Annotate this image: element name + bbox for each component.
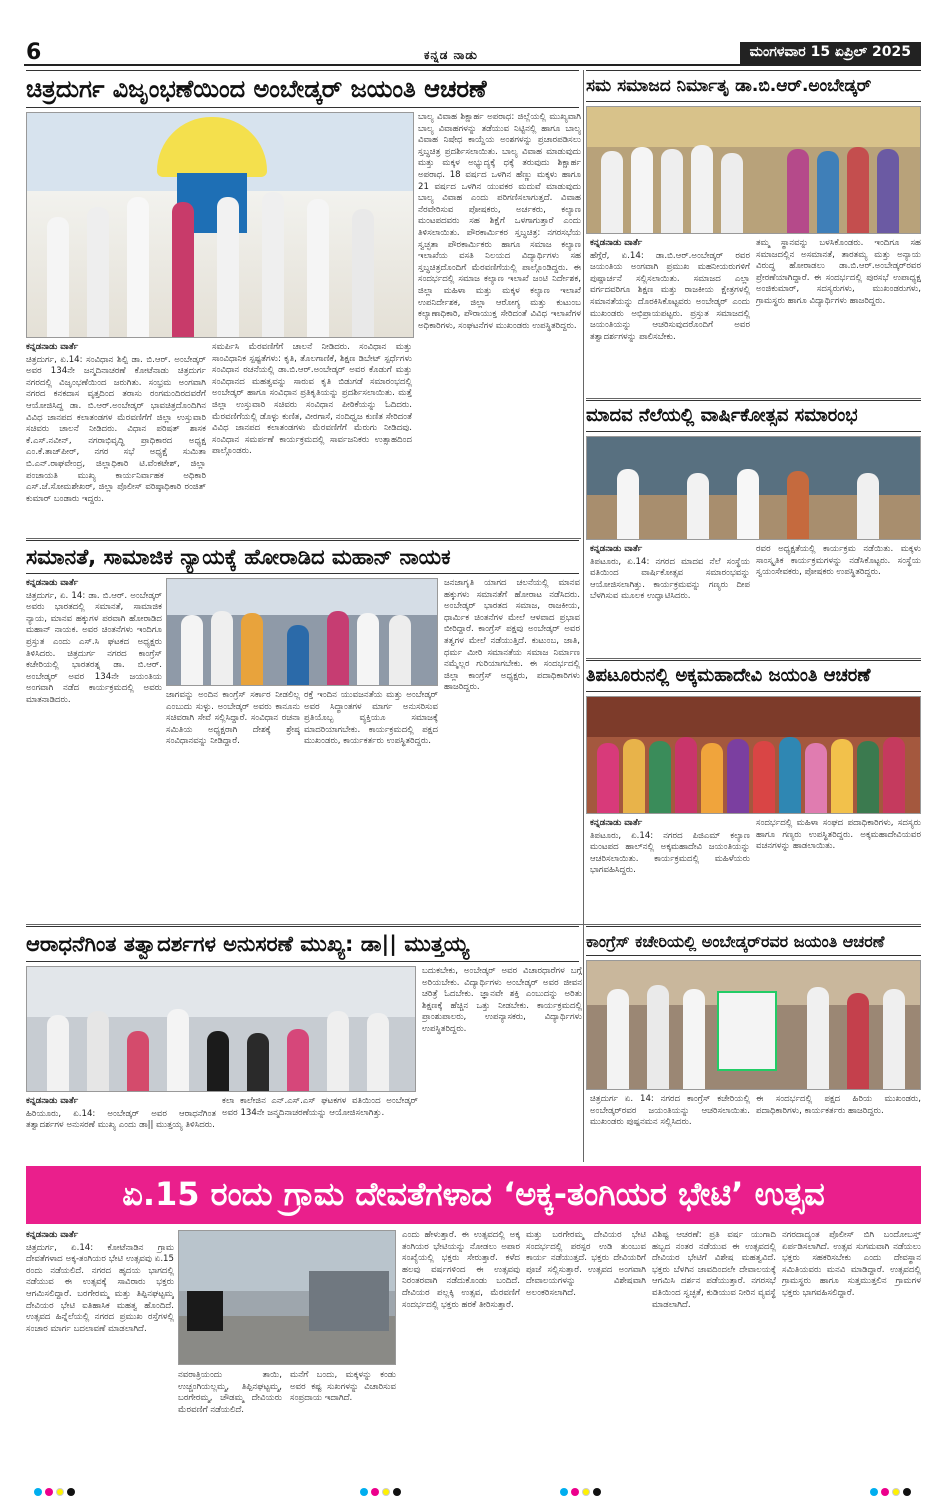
article-text: ಹೆಗ್ಗೆರೆ, ಏ.14: ಡಾ.ಬಿ.ಆರ್.ಅಂಬೇಡ್ಕರ್ ರವರ ಜಯಂತಿಯ ಅಂಗವಾಗಿ ಪ್ರಮುಖ ಮಹನೀಯರುಗಳಿಗೆ ಪುಷ್ಪಾರ್ಚನೆ ಸಲ್ಲಿಸಲಾಯಿತು. ಸಮಾಜದ ಎಲ್ಲಾ ವರ್ಗದವರಿಗೂ ಶಿಕ್ಷಣ ಮತ್ತು ರಾಜಕೀಯ ಕ್ಷೇತ್ರಗಳಲ್ಲಿ ಸಮಾನತೆಯನ್ನು ದೊರಕಿಸಿಕೊಟ್ಟವರು ಅಂಬೇಡ್ಕರ್ ಎಂದು ಮುಖಂಡರು ಅಭಿಪ್ರಾಯಪಟ್ಟರು. ಪ್ರಸ್ತುತ ಸಮಾಜದಲ್ಲಿ ಜಯಂತಿಯನ್ನು ಆಚರಿಸುವುದರೊಂದಿಗೆ ಅವರ ತತ್ವಾದರ್ಶಗಳನ್ನು ಪಾಲಿಸಬೇಕು. xyxy=(590,250,750,342)
article-text: ಮನೆಗೆ ಬಂದು, ಮಕ್ಕಳನ್ನು ಕಂಡು ಅವರ ಕಷ್ಟ ಸುಖಗಳನ್ನು ವಿಚಾರಿಸುವ ಸಂಪ್ರದಾಯ ಇದಾಗಿದೆ. xyxy=(290,1370,396,1404)
byline: ಕನ್ನಡನಾಡು ವಾರ್ತೆ xyxy=(26,578,79,588)
section-rule xyxy=(586,398,921,399)
article-7-col-2 xyxy=(756,1094,921,1160)
registration-marks xyxy=(34,1488,75,1496)
headline-main: ಚಿತ್ರದುರ್ಗ ವಿಜೃಂಭಣೆಯಿಂದ ಅಂಬೇಡ್ಕರ್ ಜಯಂತಿ ಆಚರಣೆ xyxy=(26,70,579,108)
section-rule xyxy=(26,924,921,925)
masthead xyxy=(24,42,921,66)
article-text: ಜನಜಾಗೃತಿ ಯಾಗದ ಚಲನೆಯಲ್ಲಿ ಮಾನವ ಹಕ್ಕುಗಳು ಸಮಾನತೆಗೆ ಹೋರಾಟ ನಡೆಸಿದರು. ಅಂಬೇಡ್ಕರ್ ಭಾರತದ ಸಮಾಜ, ರಾಜಕೀಯ, ಧಾರ್ಮಿಕ ಚಿಂತನೆಗಳ ಮೇಲೆ ಆಳವಾದ ಪ್ರಭಾವ ಬೀರಿದ್ದಾರೆ. ಕಾಂಗ್ರೆಸ್ ಪಕ್ಷವು ಅಂಬೇಡ್ಕರ್ ಅವರ ತತ್ವಗಳ ಮೇಲೆ ನಡೆಯುತ್ತಿದೆ. ಕುಟುಂಬ, ಜಾತಿ, ಧರ್ಮ ಮೀರಿ ಸಮಾನತೆಯ ಸಮಾಜ ನಿರ್ಮಾಣ ನಮ್ಮೆಲ್ಲರ ಗುರಿಯಾಗಬೇಕು. ಈ ಸಂದರ್ಭದಲ್ಲಿ ಜಿಲ್ಲಾ ಕಾಂಗ್ರೆಸ್ ಅಧ್ಯಕ್ಷರು, ಪದಾಧಿಕಾರಿಗಳು ಹಾಜರಿದ್ದರು. xyxy=(444,578,580,693)
banner-headline: ಏ.15 ರಂದು ಗ್ರಾಮ ದೇವತೆಗಳಾದ ‘ಅಕ್ಕ-ತಂಗಿಯರ ಭೇಟಿ’ ಉತ್ಸವ xyxy=(26,1166,921,1224)
article-8-col-4 xyxy=(402,1230,520,1480)
photo-ambedkar-procession xyxy=(26,112,414,338)
article-text: ಕಲಾ ಕಾಲೇಜಿನ ಎನ್.ಎಸ್.ಎಸ್ ಘಟಕಗಳ ವತಿಯಿಂದ ಅಂಬೇಡ್ಕರ್ ಅವರ 134ನೇ ಜನ್ಮದಿನಾಚರಣೆಯನ್ನು ಆಯೋಜಿಸಲಾಗಿತ್ತು. xyxy=(222,1096,418,1118)
article-text: ತಿಪಟೂರು, ಏ.14: ನಗರದ ಪಿಜಿಎಮ್ ಕಲ್ಯಾಣ ಮಂಟಪದ ಹಾಲ್‌ನಲ್ಲಿ ಅಕ್ಕಮಹಾದೇವಿ ಜಯಂತಿಯನ್ನು ಆಚರಿಸಲಾಯಿತು. ಕಾರ್ಯಕ್ರಮದಲ್ಲಿ ಮಹಿಳೆಯರು ಭಾಗವಹಿಸಿದ್ದರು. xyxy=(590,830,750,876)
section-rule xyxy=(26,538,581,539)
article-text: ಬಾಲ್ಯ ವಿವಾಹ ಶಿಕ್ಷಾರ್ಹ ಅಪರಾಧ: ಜಿಲ್ಲೆಯಲ್ಲಿ ಮುಖ್ಯವಾಗಿ ಬಾಲ್ಯ ವಿವಾಹಗಳನ್ನು ತಡೆಯುವ ನಿಟ್ಟಿನಲ್ಲಿ ಹಾಗೂ ಬಾಲ್ಯ ವಿವಾಹ ನಿಷೇಧ ಕಾಯ್ದೆಯ ಅಂಶಗಳನ್ನು ಪ್ರಚಾರಪಡಿಸಲು ಸ್ತಬ್ಧಚಿತ್ರ ಪ್ರದರ್ಶಿಸಲಾಯಿತು. ಬಾಲ್ಯ ವಿವಾಹ ಮಾಡುವುದು ಮತ್ತು ಮಕ್ಕಳ ಅಭ್ಯುದ್ಯಕ್ಕೆ ಧಕ್ಕೆ ತರುವುದು ಶಿಕ್ಷಾರ್ಹ ಅಪರಾಧ. 18 ವರ್ಷದ ಒಳಗಿನ ಹೆಣ್ಣು ಮಕ್ಕಳು ಹಾಗೂ 21 ವರ್ಷದ ಒಳಗಿನ ಯುವಕರ ಮದುವೆ ಮಾಡುವುದು ಬಾಲ್ಯ ವಿವಾಹ ಎಂದು ಪರಿಗಣಿಸಲಾಗುತ್ತದೆ. ವಿವಾಹ ನೆರವೇರಿಸುವ ಪೋಷಕರು, ಅರ್ಚಕರು, ಕಲ್ಯಾಣ ಮಂಟಪದವರು ಸಹ ಶಿಕ್ಷೆಗೆ ಒಳಗಾಗುತ್ತಾರೆ ಎಂದು ತಿಳಿಸಲಾಯಿತು. ಪೌರಕಾರ್ಮಿಕರ ಸ್ತಬ್ಧಚಿತ್ರ: ನಗರಸಭೆಯ ಸ್ವಚ್ಛತಾ ಪೌರಕಾರ್ಮಿಕರು ಹಾಗೂ ಸಮಾಜ ಕಲ್ಯಾಣ ಇಲಾಖೆಯ ವಸತಿ ನಿಲಯದ ವಿದ್ಯಾರ್ಥಿಗಳು ಸಹ ಸ್ತಬ್ಧಚಿತ್ರದೊಂದಿಗೆ ಮೆರವಣಿಗೆಯಲ್ಲಿ ಪಾಲ್ಗೊಂಡಿದ್ದರು. ಈ ಸಂದರ್ಭದಲ್ಲಿ ಸಮಾಜ ಕಲ್ಯಾಣ ಇಲಾಖೆ ಜಂಟಿ ನಿರ್ದೇಶಕ, ಜಿಲ್ಲಾ ಮಹಿಳಾ ಮತ್ತು ಮಕ್ಕಳ ಕಲ್ಯಾಣ ಇಲಾಖೆ ಉಪನಿರ್ದೇಶಕ, ಜಿಲ್ಲಾ ಆರೋಗ್ಯ ಮತ್ತು ಕುಟುಂಬ ಕಲ್ಯಾಣಾಧಿಕಾರಿ, ಪೌರಾಯುಕ್ತ ಸೇರಿದಂತೆ ವಿವಿಧ ಇಲಾಖೆಗಳ ಅಧಿಕಾರಿಗಳು, ಸಂಘಟನೆಗಳ ಮುಖಂಡರು ಉಪಸ್ಥಿತರಿದ್ದರು. xyxy=(418,112,581,331)
article-6-col-3 xyxy=(422,966,582,1160)
registration-marks xyxy=(360,1488,401,1496)
paper-name: ಕನ್ನಡ ನಾಡು xyxy=(424,48,478,62)
photo-akkamahadevi-jayanti xyxy=(586,696,921,814)
article-text: ಬದುಕಬೇಕು, ಅಂಬೇಡ್ಕರ್ ಅವರ ವಿಚಾರಧಾರೆಗಳ ಬಗ್ಗೆ ಅರಿಯಬೇಕು. ವಿದ್ಯಾರ್ಥಿಗಳು ಅಂಬೇಡ್ಕರ್ ಅವರ ಜೀವನ ಚರಿತ್ರೆ ಓದಬೇಕು. ಜ್ಞಾನವೇ ಶಕ್ತಿ ಎಂಬುದನ್ನು ಅರಿತು ಶಿಕ್ಷಣಕ್ಕೆ ಹೆಚ್ಚಿನ ಒತ್ತು ನೀಡಬೇಕು. ಕಾರ್ಯಕ್ರಮದಲ್ಲಿ ಪ್ರಾಂಶುಪಾಲರು, ಉಪನ್ಯಾಸಕರು, ವಿದ್ಯಾರ್ಥಿಗಳು ಉಪಸ್ಥಿತರಿದ್ದರು. xyxy=(422,966,582,1034)
headline-left-3: ಆರಾಧನೆಗಿಂತ ತತ್ವಾದರ್ಶಗಳ ಅನುಸರಣೆ ಮುಖ್ಯ: ಡಾ|| ಮುತ್ತಯ್ಯ xyxy=(26,926,579,962)
article-text: ನವರಾತ್ರಿಯಂದು ತಾಯಿ, ಉಚ್ಚಂಗಿಯಲ್ಲಮ್ಮ, ತಿಪ್ಪಿನಘಟ್ಟಮ್ಮ, ಬರಗೇರಮ್ಮ, ಚೌಡಮ್ಮ ದೇವಿಯರು ಮೆರವಣಿಗೆ ನಡೆಯಲಿದೆ. xyxy=(178,1370,282,1415)
article-text: ನಗರದಾದ್ಯಂತ ಪೊಲೀಸ್ ಬಿಗಿ ಬಂದೋಬಸ್ತ್ ಏರ್ಪಡಿಸಲಾಗಿದೆ. ಉತ್ಸವ ಸುಗಮವಾಗಿ ನಡೆಯಲು ಭಕ್ತರು ಸಹಕರಿಸಬೇಕು ಎಂದು ದೇವಸ್ಥಾನ ಸಮಿತಿಯವರು ಮನವಿ ಮಾಡಿದ್ದಾರೆ. ಉತ್ಸವದಲ್ಲಿ ಗ್ರಾಮಸ್ಥರು ಹಾಗೂ ಸುತ್ತಮುತ್ತಲಿನ ಗ್ರಾಮಗಳ ಭಕ್ತರು ಭಾಗವಹಿಸಲಿದ್ದಾರೆ. xyxy=(782,1230,921,1298)
article-6-col-2 xyxy=(222,1096,418,1160)
byline: ಕನ್ನಡನಾಡು ವಾರ್ತೆ xyxy=(26,342,79,352)
article-text: ಈ ಸಂದರ್ಭದಲ್ಲಿ ಪಕ್ಷದ ಹಿರಿಯ ಮುಖಂಡರು, ಪದಾಧಿಕಾರಿಗಳು, ಕಾರ್ಯಕರ್ತರು ಹಾಜರಿದ್ದರು. xyxy=(756,1094,921,1116)
article-2-col-1 xyxy=(590,238,750,396)
article-1-col-3 xyxy=(418,112,581,536)
article-text: ಸಂದರ್ಭದಲ್ಲಿ ಮಹಿಳಾ ಸಂಘದ ಪದಾಧಿಕಾರಿಗಳು, ಸದಸ್ಯರು ಹಾಗೂ ಗಣ್ಯರು ಉಪಸ್ಥಿತರಿದ್ದರು. ಅಕ್ಕಮಹಾದೇವಿಯವರ ವಚನಗಳನ್ನು ಹಾಡಲಾಯಿತು. xyxy=(756,818,921,852)
article-4-col-2 xyxy=(166,690,300,922)
page-number: 6 xyxy=(26,40,42,65)
article-5-col-1 xyxy=(590,818,750,922)
section-rule xyxy=(586,658,921,659)
article-2-col-2 xyxy=(756,238,921,396)
article-3-col-1 xyxy=(590,544,750,656)
article-text: ತಿಪಟೂರು, ಏ.14: ನಗರದ ಮಾದವ ನೆಲೆ ಸಂಸ್ಥೆಯ ವತಿಯಿಂದ ವಾರ್ಷಿಕೋತ್ಸವ ಸಮಾರಂಭವನ್ನು ಆಯೋಜಿಸಲಾಗಿತ್ತು. ಕಾರ್ಯಕ್ರಮವನ್ನು ಗಣ್ಯರು ದೀಪ ಬೆಳಗಿಸುವ ಮೂಲಕ ಉದ್ಘಾಟಿಸಿದರು. xyxy=(590,556,750,602)
dateline: ಮಂಗಳವಾರ 15 ಏಪ್ರಿಲ್ 2025 xyxy=(740,42,921,64)
article-1-col-1 xyxy=(26,342,206,536)
article-text: ಸಮರ್ಪಿಸಿ ಮೆರವಣಿಗೆಗೆ ಚಾಲನೆ ನೀಡಿದರು. ಸಂವಿಧಾನ ಮತ್ತು ಸಾಂವಿಧಾನಿಕ ಸ್ಪಷ್ಟತೆಗಳು: ಕೃತಿ, ತೊಲಗಾಣಿಕೆ, ಶಿಕ್ಷಣ ಡಿಬೇಟ್ ಸ್ಪರ್ಧೆಗಳು ಸಂವಿಧಾನ ರಚನೆಯಲ್ಲಿ ಡಾ.ಬಿ.ಆರ್.ಅಂಬೇಡ್ಕರ್ ಅವರ ಕೊಡುಗೆ ಮತ್ತು ಸಂವಿಧಾನದ ಮಹತ್ವವನ್ನು ಸಾರುವ ಕೃತಿ ಬಿಡುಗಡೆ ಸಮಾರಂಭದಲ್ಲಿ ಅಂಬೇಡ್ಕರ್ ಹಾಗೂ ಸಂವಿಧಾನ ಪ್ರತಿಕೃತಿಯನ್ನು ಪ್ರದರ್ಶಿಸಲಾಯಿತು. ಮತ್ತೆ ಜಿಲ್ಲಾ ಉಸ್ತುವಾರಿ ಸಚಿವರು ಸಂವಿಧಾನ ಪೀಠಿಕೆಯನ್ನು ಓದಿದರು. ಮೆರವಣಿಗೆಯಲ್ಲಿ ಡೊಳ್ಳು ಕುಣಿತ, ವೀರಗಾಸೆ, ನಂದಿಧ್ವಜ ಕುಣಿತ ಸೇರಿದಂತೆ ವಿವಿಧ ಜಾನಪದ ಕಲಾತಂಡಗಳು ಮೆರವಣಿಗೆಗೆ ಮೆರುಗು ನೀಡಿದವು. ಸಂವಿಧಾನ ಸಮರ್ಪಣೆ ಕಾರ್ಯಕ್ರಮದಲ್ಲಿ ಸಾರ್ವಜನಿಕರು ಉತ್ಸಾಹದಿಂದ ಪಾಲ್ಗೊಂಡರು. xyxy=(212,342,412,457)
article-text: ಮತ್ತು ಬರಗೇರಮ್ಮ ದೇವಿಯರ ಭೇಟಿ ಸಂದರ್ಭದಲ್ಲಿ ಪರಸ್ಪರ ಉಡಿ ತುಂಬುವ ಕಾರ್ಯ ನಡೆಯುತ್ತದೆ. ಭಕ್ತರು ದೇವಿಯರಿಗೆ ಪೂಜೆ ಸಲ್ಲಿಸುತ್ತಾರೆ. ಉತ್ಸವದ ಅಂಗವಾಗಿ ದೇವಾಲಯಗಳನ್ನು ವಿಶೇಷವಾಗಿ ಅಲಂಕರಿಸಲಾಗಿದೆ. xyxy=(526,1230,646,1298)
photo-group-ambedkar-jayanti xyxy=(586,106,921,234)
photo-college-ambedkar-event xyxy=(26,966,416,1092)
article-7-col-1 xyxy=(590,1094,750,1160)
article-8-col-6 xyxy=(652,1230,776,1480)
article-text: ಚಿತ್ರದುರ್ಗ, ಏ. 14: ಡಾ. ಬಿ.ಆರ್. ಅಂಬೇಡ್ಕರ್ ಅವರು ಭಾರತದಲ್ಲಿ ಸಮಾನತೆ, ಸಾಮಾಜಿಕ ನ್ಯಾಯ, ಮಾನವ ಹಕ್ಕುಗಳ ಪರವಾಗಿ ಹೋರಾಡಿದ ಮಹಾನ್ ನಾಯಕ. ಅವರ ಚಿಂತನೆಗಳು ಇಂದಿಗೂ ಪ್ರಸ್ತುತ ಎಂದು ಎಸ್.ಸಿ ಘಟಕದ ಅಧ್ಯಕ್ಷರು ತಿಳಿಸಿದರು. ಚಿತ್ರದುರ್ಗ ನಗರದ ಕಾಂಗ್ರೆಸ್ ಕಚೇರಿಯಲ್ಲಿ ಭಾರತರತ್ನ ಡಾ. ಬಿ.ಆರ್. ಅಂಬೇಡ್ಕರ್ ಅವರ 134ನೇ ಜಯಂತಿಯ ಅಂಗವಾಗಿ ನಡೆದ ಕಾರ್ಯಕ್ರಮದಲ್ಲಿ ಅವರು ಮಾತನಾಡಿದರು. xyxy=(26,590,162,705)
article-text: ಚಿತ್ರದುರ್ಗ ಏ. 14: ನಗರದ ಕಾಂಗ್ರೆಸ್ ಕಚೇರಿಯಲ್ಲಿ ಅಂಬೇಡ್ಕರ್‌ರವರ ಜಯಂತಿಯನ್ನು ಆಚರಿಸಲಾಯಿತು. ಮುಖಂಡರು ಪುಷ್ಪನಮನ ಸಲ್ಲಿಸಿದರು. xyxy=(590,1094,750,1128)
article-5-col-2 xyxy=(756,818,921,922)
article-4-col-3 xyxy=(304,690,438,922)
byline: ಕನ್ನಡನಾಡು ವಾರ್ತೆ xyxy=(590,544,643,554)
article-8-col-5 xyxy=(526,1230,646,1480)
photo-anniversary-stage xyxy=(586,436,921,540)
photo-congress-garlanding xyxy=(586,960,921,1090)
article-text: ತಮ್ಮ ಸ್ಥಾನವನ್ನು ಬಳಸಿಕೊಂಡರು. ಇಂದಿಗೂ ಸಹ ಸಮಾಜದಲ್ಲಿನ ಅಸಮಾನತೆ, ತಾರತಮ್ಯ ಮತ್ತು ಅನ್ಯಾಯ ವಿರುದ್ಧ ಹೋರಾಡಲು ಡಾ.ಬಿ.ಆರ್.ಅಂಬೇಡ್ಕರ್‌ರವರ ಪ್ರೇರಣೆಯಾಗಿದ್ದಾರೆ. ಈ ಸಂದರ್ಭದಲ್ಲಿ ಪುರಸಭೆ ಉಪಾಧ್ಯಕ್ಷ ಅಂಜಿಕುಮಾರ್, ಸದಸ್ಯರುಗಳು, ಮುಖಂಡರುಗಳು, ಗ್ರಾಮಸ್ಥರು ಹಾಗೂ ವಿದ್ಯಾರ್ಥಿಗಳು ಹಾಜರಿದ್ದರು. xyxy=(756,238,921,306)
photo-market-street xyxy=(178,1230,396,1365)
article-text: ಎಂದು ಹೇಳುತ್ತಾರೆ. ಈ ಉತ್ಸವದಲ್ಲಿ ಅಕ್ಕ ತಂಗಿಯರ ಭೇಟಿಯನ್ನು ನೋಡಲು ಅಪಾರ ಸಂಖ್ಯೆಯಲ್ಲಿ ಭಕ್ತರು ಸೇರುತ್ತಾರೆ. ಕಳೆದ ಹಲವು ವರ್ಷಗಳಿಂದ ಈ ಉತ್ಸವವು ನಿರಂತರವಾಗಿ ನಡೆದುಕೊಂಡು ಬಂದಿದೆ. ದೇವಿಯರ ಪಲ್ಲಕ್ಕಿ ಉತ್ಸವ, ಮೆರವಣಿಗೆ ಸಂದರ್ಭದಲ್ಲಿ ಭಕ್ತರು ಹರಕೆ ತೀರಿಸುತ್ತಾರೆ. xyxy=(402,1230,520,1310)
photo-congress-office-ambedkar xyxy=(166,578,438,686)
headline-right-1: ಸಮ ಸಮಾಜದ ನಿರ್ಮಾತೃ ಡಾ.ಬಿ.ಆರ್.ಅಂಬೇಡ್ಕರ್ xyxy=(586,70,921,102)
byline: ಕನ್ನಡನಾಡು ವಾರ್ತೆ xyxy=(26,1230,79,1240)
article-8-col-7 xyxy=(782,1230,921,1480)
byline: ಕನ್ನಡನಾಡು ವಾರ್ತೆ xyxy=(590,818,643,828)
article-text: ಚಿತ್ರದುರ್ಗ, ಏ.14: ಸಂವಿಧಾನ ಶಿಲ್ಪಿ ಡಾ. ಬಿ.ಆರ್. ಅಂಬೇಡ್ಕರ್ ಅವರ 134ನೇ ಜನ್ಮದಿನಾಚರಣೆ ಕೋಟೆನಾಡು ಚಿತ್ರದುರ್ಗ ನಗರದಲ್ಲಿ ವಿಜೃಂಭಣೆಯಿಂದ ಜರುಗಿತು. ಸಂಭ್ರಮ ಅಂಗವಾಗಿ ನಗರದ ಕನಕದಾಸ ವೃತ್ತದಿಂದ ತರಾಸು ರಂಗಮಂದಿರದವರೆಗೆ ಆಯೋಜಿಸಿದ್ದ ಡಾ. ಬಿ.ಆರ್.ಅಂಬೇಡ್ಕರ್ ಭಾವಚಿತ್ರದೊಂದಿಗಿನ ವಿವಿಧ ಜಾನಪದ ಕಲಾತಂಡಗಳ ಮೆರವಣಿಗೆಗೆ ಜಿಲ್ಲಾ ಉಸ್ತುವಾರಿ ಸಚಿವರು ಚಾಲನೆ ನೀಡಿದರು. ವಿಧಾನ ಪರಿಷತ್ ಶಾಸಕ ಕೆ.ಎಸ್.ನವೀನ್, ನಗರಾಭಿವೃದ್ಧಿ ಪ್ರಾಧಿಕಾರದ ಅಧ್ಯಕ್ಷ ಎಂ.ಕೆ.ತಾಜ್‌ಪೀರ್, ನಗರ ಸಭೆ ಅಧ್ಯಕ್ಷೆ ಸುಮಿತಾ ಬಿ.ಎನ್.ರಾಘವೇಂದ್ರ, ಜಿಲ್ಲಾಧಿಕಾರಿ ಟಿ.ವೆಂಕಟೇಶ್, ಜಿಲ್ಲಾ ಪಂಚಾಯತಿ ಮುಖ್ಯ ಕಾರ್ಯನಿರ್ವಾಹಕ ಅಧಿಕಾರಿ ಎಸ್.ಜೆ.ಸೋಮಶೇಖರ್, ಜಿಲ್ಲಾ ಪೊಲೀಸ್ ವರಿಷ್ಠಾಧಿಕಾರಿ ರಂಜಿತ್ ಕುಮಾರ್ ಬಂಡಾರು ಇದ್ದರು. xyxy=(26,354,206,504)
registration-marks xyxy=(870,1488,911,1496)
article-6-col-1 xyxy=(26,1096,216,1160)
column-rule xyxy=(583,70,584,1162)
byline: ಕನ್ನಡನಾಡು ವಾರ್ತೆ xyxy=(590,238,643,248)
article-text: ರಕ್ತೆ ಇಂದಿನ ಯುವಜನತೆಯ ಮತ್ತು ಅಂಬೇಡ್ಕರ್ ಅವರ ಸಿದ್ಧಾಂತಗಳ ಮಾರ್ಗ ಅನುಸರಿಸುವ ಪ್ರತಿಯೊಬ್ಬ ವ್ಯಕ್ತಿಯೂ ಸಮಾಜಕ್ಕೆ ಮಾದರಿಯಾಗಬೇಕು. ಕಾರ್ಯಕ್ರಮದಲ್ಲಿ ಪಕ್ಷದ ಮುಖಂಡರು, ಕಾರ್ಯಕರ್ತರು ಉಪಸ್ಥಿತರಿದ್ದರು. xyxy=(304,690,438,747)
article-1-col-2 xyxy=(212,342,412,536)
article-4-col-1 xyxy=(26,578,162,922)
article-8-col-2 xyxy=(178,1370,282,1480)
article-8-col-3 xyxy=(290,1370,396,1480)
article-text: ರವರ ಅಧ್ಯಕ್ಷತೆಯಲ್ಲಿ ಕಾರ್ಯಕ್ರಮ ನಡೆಯಿತು. ಮಕ್ಕಳು ಸಾಂಸ್ಕೃತಿಕ ಕಾರ್ಯಕ್ರಮಗಳನ್ನು ನಡೆಸಿಕೊಟ್ಟರು. ಸಂಸ್ಥೆಯ ಸ್ವಯಂಸೇವಕರು, ಪೋಷಕರು ಉಪಸ್ಥಿತರಿದ್ದರು. xyxy=(756,544,921,578)
headline-right-3: ತಿಪಟೂರುನಲ್ಲಿ ಅಕ್ಕಮಹಾದೇವಿ ಜಯಂತಿ ಆಚರಣೆ xyxy=(586,660,921,692)
article-text: ವಿಶಿಷ್ಟ ಆಚರಣೆ: ಪ್ರತಿ ವರ್ಷ ಯುಗಾದಿ ಹಬ್ಬದ ನಂತರ ನಡೆಯುವ ಈ ಉತ್ಸವದಲ್ಲಿ ದೇವಿಯರ ಭೇಟಿಗೆ ವಿಶೇಷ ಮಹತ್ವವಿದೆ. ಭಕ್ತರು ಬೆಳಗಿನ ಜಾವದಿಂದಲೇ ದೇವಾಲಯಕ್ಕೆ ಆಗಮಿಸಿ ದರ್ಶನ ಪಡೆಯುತ್ತಾರೆ. ನಗರಸಭೆ ವತಿಯಿಂದ ಸ್ವಚ್ಛತೆ, ಕುಡಿಯುವ ನೀರಿನ ವ್ಯವಸ್ಥೆ ಮಾಡಲಾಗಿದೆ. xyxy=(652,1230,776,1310)
headline-right-2: ಮಾದವ ನೆಲೆಯಲ್ಲಿ ವಾರ್ಷಿಕೋತ್ಸವ ಸಮಾರಂಭ xyxy=(586,400,921,432)
byline: ಕನ್ನಡನಾಡು ವಾರ್ತೆ xyxy=(26,1096,79,1106)
article-4-col-4 xyxy=(444,578,580,922)
article-text: ಜಾಗವನ್ನು ಅಂದಿನ ಕಾಂಗ್ರೆಸ್ ಸರ್ಕಾರ ನೀಡಲಿಲ್ಲ ಎಂಬುದು ಸುಳ್ಳು. ಅಂಬೇಡ್ಕರ್ ಅವರು ಕಾನೂನು ಸಚಿವರಾಗಿ ಸೇವೆ ಸಲ್ಲಿಸಿದ್ದಾರೆ. ಸಂವಿಧಾನ ರಚನಾ ಸಮಿತಿಯ ಅಧ್ಯಕ್ಷರಾಗಿ ದೇಶಕ್ಕೆ ಶ್ರೇಷ್ಠ ಸಂವಿಧಾನವನ್ನು ನೀಡಿದ್ದಾರೆ. xyxy=(166,690,300,747)
article-text: ಹಿರಿಯೂರು, ಏ.14: ಅಂಬೇಡ್ಕರ್ ಅವರ ಆರಾಧನೆಗಿಂತ ತತ್ವಾದರ್ಶಗಳ ಅನುಸರಣೆ ಮುಖ್ಯ ಎಂದು ಡಾ|| ಮುತ್ತಯ್ಯ ತಿಳಿಸಿದರು. xyxy=(26,1108,216,1131)
headline-left-2: ಸಮಾನತೆ, ಸಾಮಾಜಿಕ ನ್ಯಾಯಕ್ಕೆ ಹೋರಾಡಿದ ಮಹಾನ್ ನಾಯಕ xyxy=(26,540,579,574)
headline-right-4: ಕಾಂಗ್ರೆಸ್ ಕಚೇರಿಯಲ್ಲಿ ಅಂಬೇಡ್ಕರ್‌ರವರ ಜಯಂತಿ ಆಚರಣೆ xyxy=(586,926,921,956)
article-3-col-2 xyxy=(756,544,921,656)
article-text: ಚಿತ್ರದುರ್ಗ, ಏ.14: ಕೋಟೆನಾಡಿನ ಗ್ರಾಮ ದೇವತೆಗಳಾದ ಅಕ್ಕ-ತಂಗಿಯರ ಭೇಟಿ ಉತ್ಸವವು ಏ.15 ರಂದು ನಡೆಯಲಿದೆ. ನಗರದ ಹೃದಯ ಭಾಗದಲ್ಲಿ ನಡೆಯುವ ಈ ಉತ್ಸವಕ್ಕೆ ಸಾವಿರಾರು ಭಕ್ತರು ಆಗಮಿಸಲಿದ್ದಾರೆ. ಬರಗೇರಮ್ಮ ಮತ್ತು ತಿಪ್ಪಿನಘಟ್ಟಮ್ಮ ದೇವಿಯರ ಭೇಟಿ ಐತಿಹಾಸಿಕ ಮಹತ್ವ ಹೊಂದಿದೆ. ಉತ್ಸವದ ಹಿನ್ನೆಲೆಯಲ್ಲಿ ನಗರದ ಪ್ರಮುಖ ರಸ್ತೆಗಳಲ್ಲಿ ಸಂಚಾರ ಮಾರ್ಗ ಬದಲಾವಣೆ ಮಾಡಲಾಗಿದೆ. xyxy=(26,1242,174,1334)
registration-marks xyxy=(560,1488,601,1496)
article-8-col-1 xyxy=(26,1230,174,1480)
